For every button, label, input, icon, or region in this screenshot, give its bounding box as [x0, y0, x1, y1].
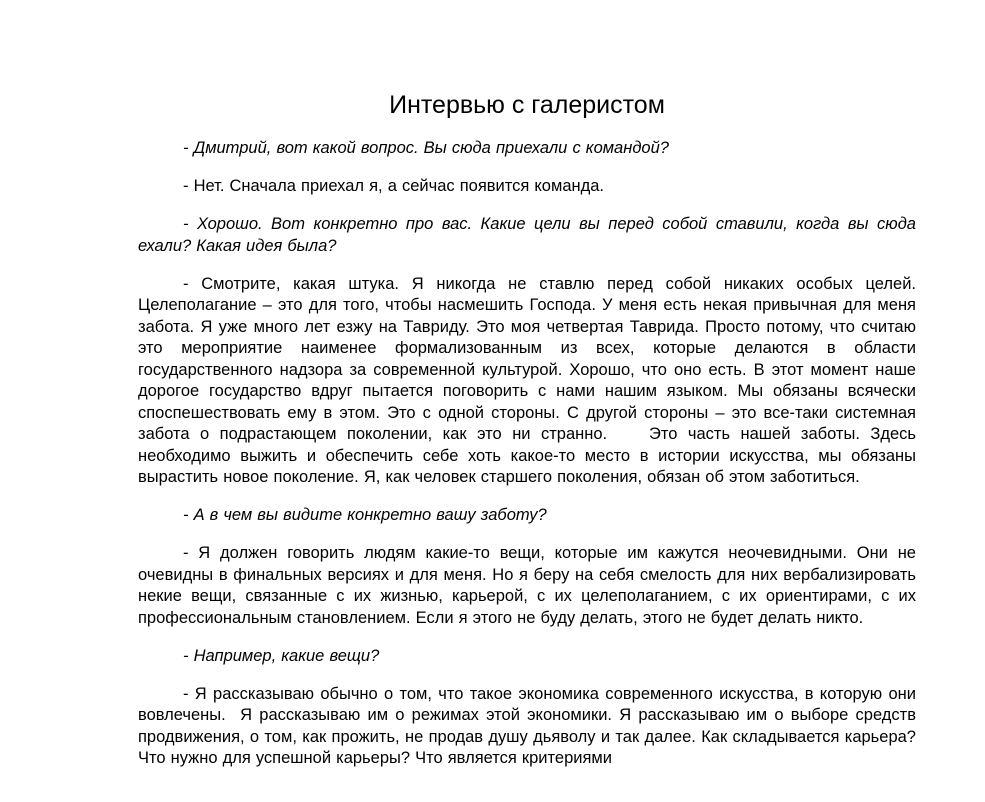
interview-answer-2: - Смотрите, какая штука. Я никогда не ставлю перед собой никаких особых целей. Целеполагание – это для того, чтобы насмешить Господа. У меня есть некая привычная для меня забота. Я уже много лет езжу на Тавриду. Это моя четвертая Таврида. Просто потому, что считаю это мероприятие наименее формализованным из всех, которые делаются в области государственного надзора за современной культурой. Хорошо, что оно есть. В этот момент наше дорогое государство вдруг пытается поговорить с нами нашим языком. Мы обязаны всячески споспешествовать ему в этом. Это с одной стороны. С другой стороны – это все-таки системная забота о подрастающем поколении, как это ни странно. Это часть нашей заботы. Здесь необходимо выжить и обеспечить себе хоть какое-то место в истории искусства, мы обязаны вырастить новое поколение. Я, как человек старшего поколения, обязан об этом заботиться. — [138, 274, 916, 486]
interview-answer-3: - Я должен говорить людям какие-то вещи, которые им кажутся неочевидными. Они не очевидны в финальных версиях и для меня. Но я беру на себя смелость для них вербализировать некие вещи, связанные с их жизнью, карьерой, с их целеполаганием, с их ориентирами, с их профессиональным становлением. Если я этого не буду делать, этого не будет делать никто. — [138, 544, 916, 627]
interview-answer-1: - Нет. Сначала приехал я, а сейчас появится команда. — [183, 177, 605, 195]
interview-question-3: - А в чем вы видите конкретно вашу заботу? — [183, 506, 547, 524]
interview-answer-4: - Я рассказываю обычно о том, что такое экономика современного искусства, в которую они вовлечены. Я рассказываю им о режимах этой экономики. Я рассказываю им о выборе средств продвижения, о том, как прожить, не продав душу дьяволу и так далее. Как складывается карьера? Что нужно для успешной карьеры? Что является критериями — [138, 684, 916, 767]
interview-question-4: - Например, какие вещи? — [183, 646, 380, 665]
document-page — [138, 0, 916, 770]
interview-question-2: - Хорошо. Вот конкретно про вас. Какие цели вы перед собой ставили, когда вы сюда ехали? Какая идея была? — [138, 215, 916, 255]
page-title: Интервью с галеристом — [389, 91, 665, 119]
interview-question-1: - Дмитрий, вот какой вопрос. Вы сюда приехали с командой? — [183, 139, 669, 157]
